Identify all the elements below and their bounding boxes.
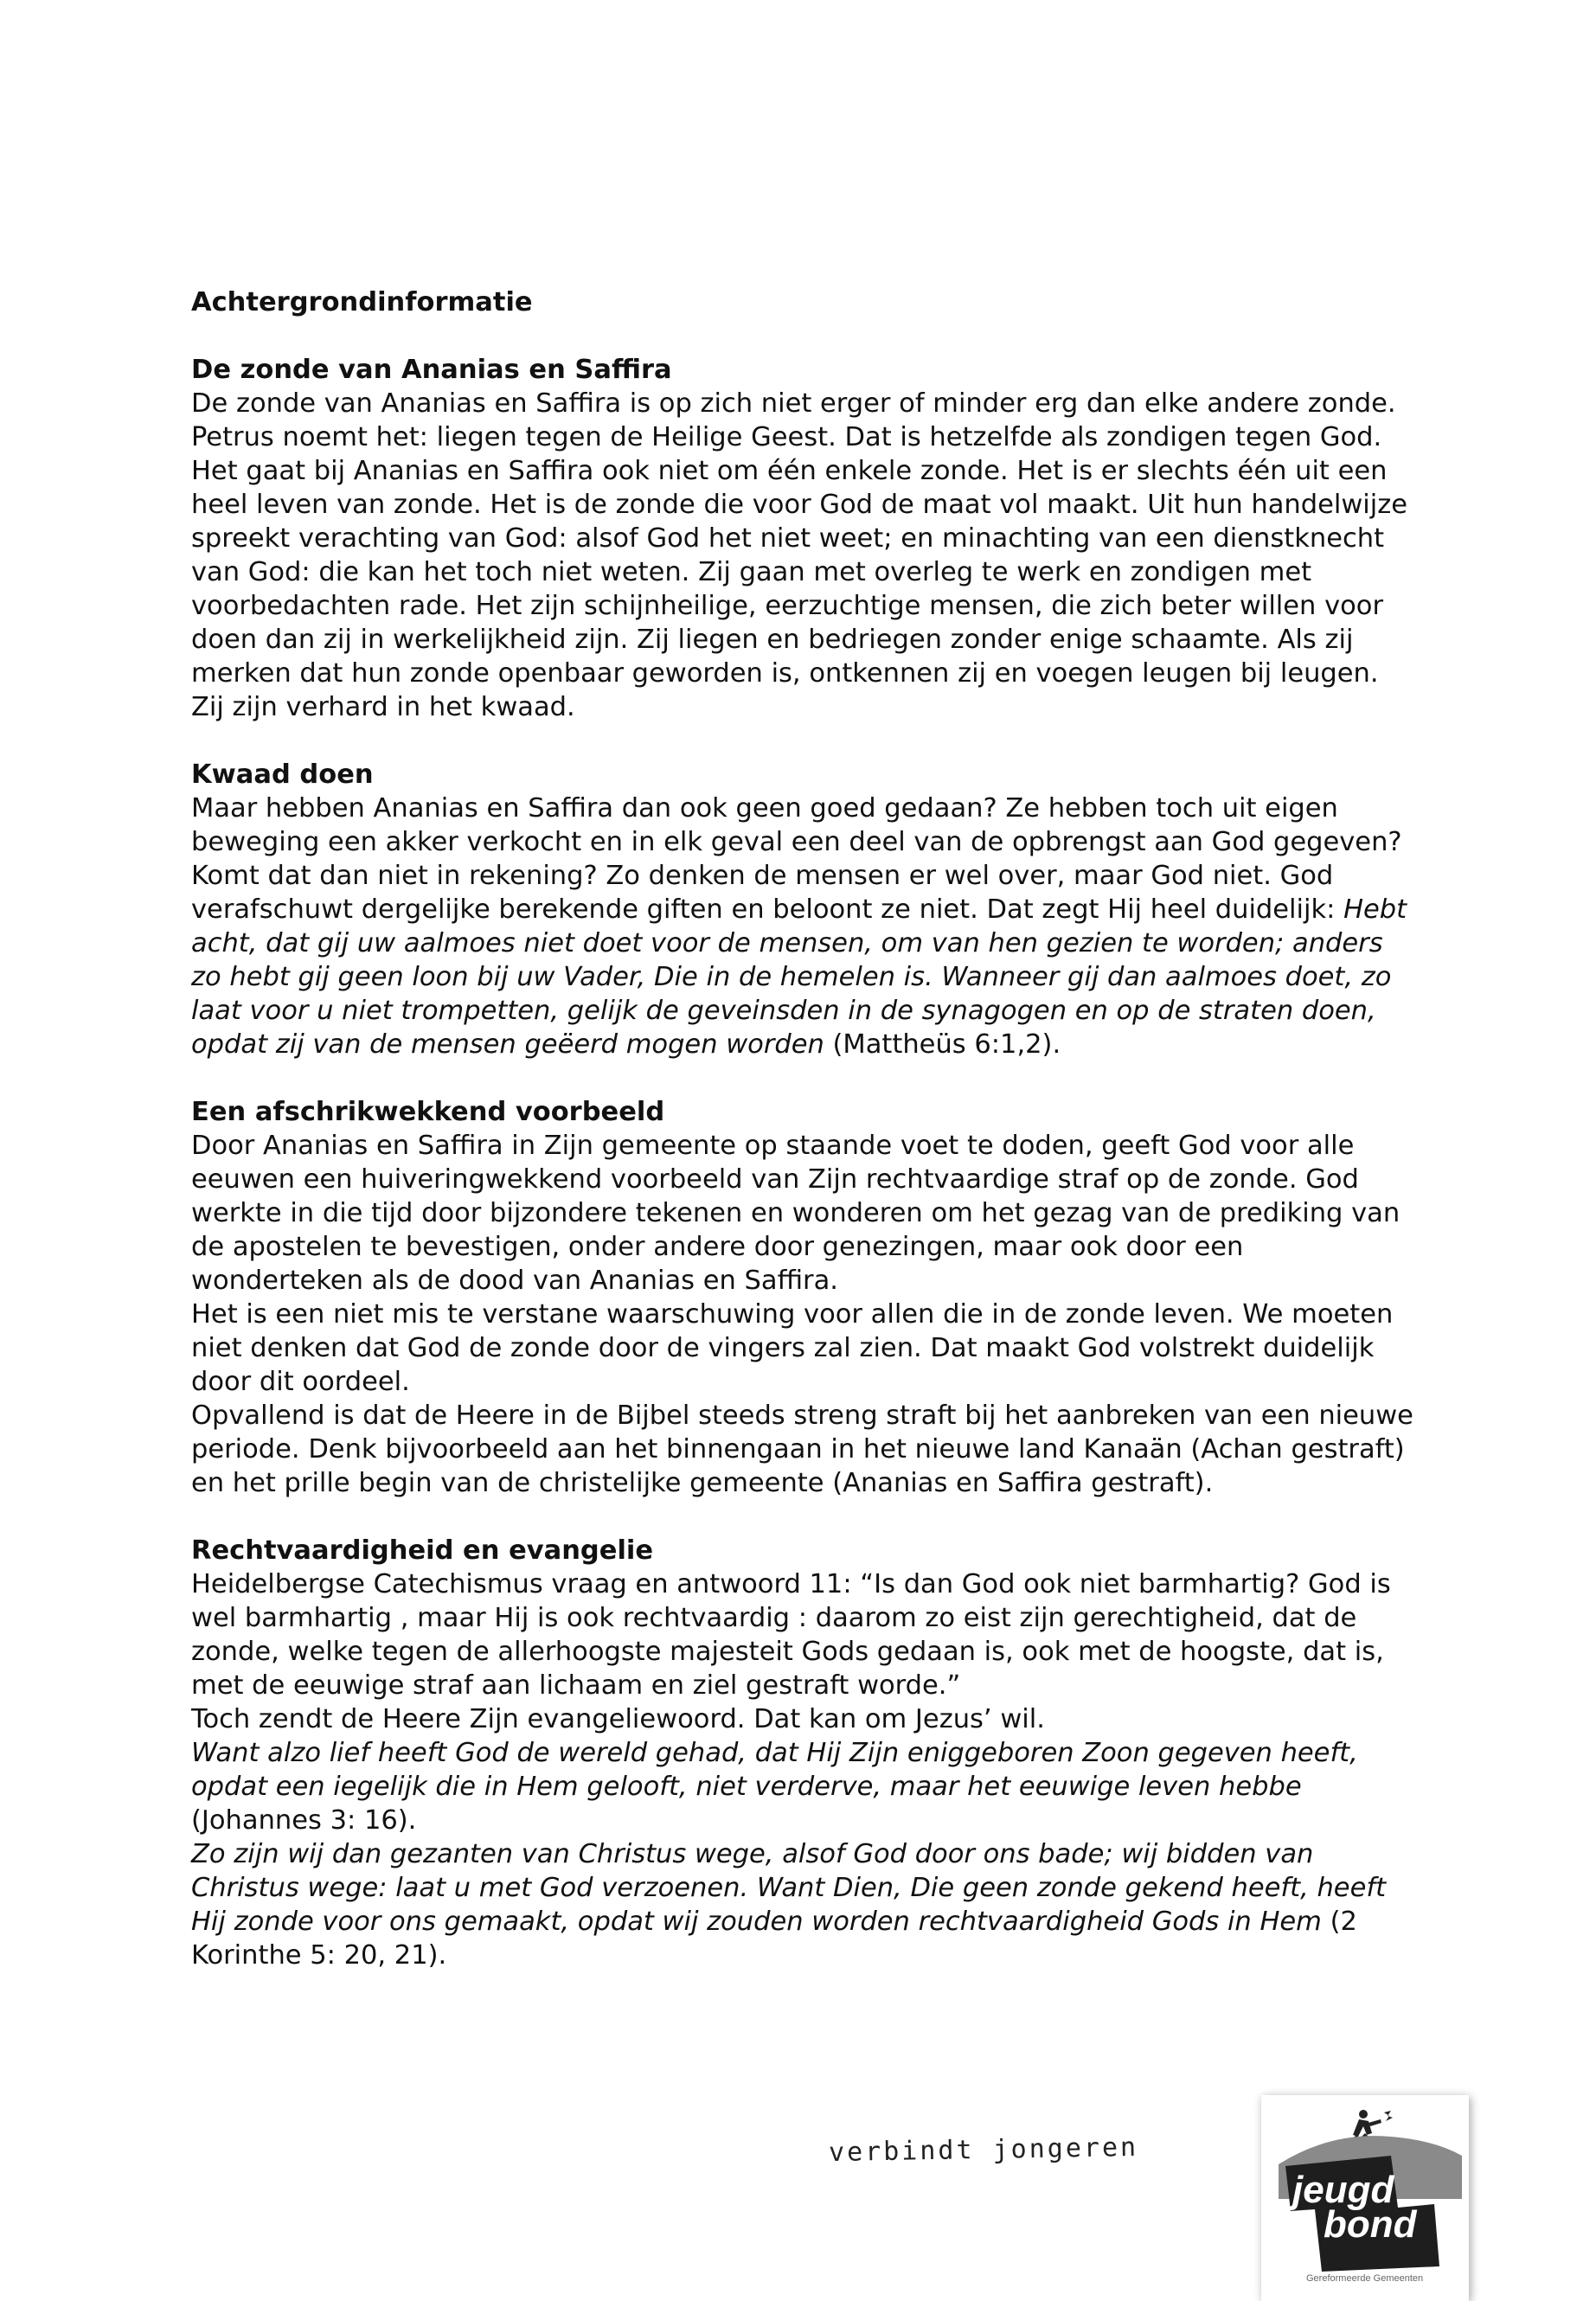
- paragraph: [191, 792, 1420, 1061]
- text-run: Opvallend is dat de Heere in de Bijbel steeds streng straft bij het aanbreken van een nieuwe periode. Denk bijvoorbeeld aan het binnengaan in het nieuwe land Kanaän (Achan gestraft) en het prille begin van de christelijke gemeente (Ananias en Saffira gestraft).: [191, 1400, 1413, 1498]
- paragraph: [191, 1567, 1420, 1702]
- scripture-quote: Hebt acht, dat gij uw aalmoes niet doet voor de mensen, om van hen gezien te worden; anders zo hebt gij geen loon bij uw Vader, Die in de hemelen is. Wanneer gij dan aalmoes doet, zo laat voor u niet trompetten, gelijk de geveinsden in de synagogen en op de straten doen, opdat zij van de mensen geëerd mogen worden: [191, 894, 1407, 1060]
- paragraph: [191, 1837, 1420, 1972]
- section-heading: Rechtvaardigheid en evangelie: [191, 1535, 654, 1566]
- text-run: (Johannes 3: 16).: [191, 1805, 417, 1836]
- section: [191, 1095, 1420, 1500]
- sections-container: [191, 353, 1420, 1972]
- paragraph: [191, 1702, 1420, 1736]
- jeugdbond-logo: [1261, 2095, 1469, 2301]
- logo-word-jeugd: jeugd: [1292, 2169, 1394, 2211]
- document-body: [191, 285, 1420, 2006]
- paragraph: [191, 387, 1420, 724]
- section-heading: Een afschrikwekkend voorbeeld: [191, 1097, 665, 1127]
- footer-slogan: verbindt jongeren: [828, 2131, 1139, 2169]
- text-run: (2 Korinthe 5: 20, 21).: [191, 1907, 1357, 1971]
- text-run: (Mattheüs 6:1,2).: [824, 1029, 1061, 1060]
- section-heading: De zonde van Ananias en Saffira: [191, 355, 672, 385]
- section: [191, 758, 1420, 1061]
- paragraph: [191, 1129, 1420, 1298]
- section: [191, 353, 1420, 724]
- text-run: De zonde van Ananias en Saffira is op zich niet erger of minder erg dan elke andere zonde. Petrus noemt het: liegen tegen de Heilige Geest. Dat is hetzelfde als zondigen tegen God. Het gaat bij Ananias en Saffira ook niet om één enkele zonde. Het is er slechts één uit een heel leven van zonde. Het is de zonde die voor God de maat vol maakt. Uit hun handelwijze spreekt verachting van God: alsof God het niet weet; en minachting van een dienstknecht van God: die kan het toch niet weten. Zij gaan met overleg te werk en zondigen met voorbedachten rade. Het zijn schijnheilige, eerzuchtige mensen, die zich beter willen voor doen dan zij in werkelijkheid zijn. Zij liegen en bedriegen zonder enige schaamte. Als zij merken dat hun zonde openbaar geworden is, ontkennen zij en voegen leugen bij leugen. Zij zijn verhard in het kwaad.: [191, 388, 1407, 722]
- paragraph: [191, 1399, 1420, 1500]
- paragraph: [191, 1736, 1420, 1837]
- text-run: Het is een niet mis te verstane waarschuwing voor allen die in de zonde leven. We moeten niet denken dat God de zonde door de vingers zal zien. Dat maakt God volstrekt duidelijk door dit oordeel.: [191, 1299, 1394, 1397]
- text-run: Toch zendt de Heere Zijn evangeliewoord. Dat kan om Jezus’ wil.: [191, 1704, 1045, 1734]
- scripture-quote: Zo zijn wij dan gezanten van Christus wege, alsof God door ons bade; wij bidden van Christus wege: laat u met God verzoenen. Want Dien, Die geen zonde gekend heeft, heeft Hij zonde voor ons gemaakt, opdat wij zouden worden rechtvaardigheid Gods in Hem: [191, 1839, 1387, 1937]
- section-heading: Kwaad doen: [191, 760, 374, 790]
- logo-word-bond: bond: [1324, 2203, 1417, 2246]
- section: [191, 1534, 1420, 1972]
- document-title: Achtergrondinformatie: [191, 287, 533, 317]
- scripture-quote: Want alzo lief heeft God de wereld gehad, dat Hij Zijn eniggeboren Zoon gegeven heeft, opdat een iegelijk die in Hem gelooft, niet verderve, maar het eeuwige leven hebbe: [191, 1738, 1358, 1802]
- text-run: Maar hebben Ananias en Saffira dan ook geen goed gedaan? Ze hebben toch uit eigen beweging een akker verkocht en in elk geval een deel van de opbrengst aan God gegeven? Komt dat dan niet in rekening? Zo denken de mensen er wel over, maar God niet. God verafschuwt dergelijke berekende giften en beloont ze niet. Dat zegt Hij heel duidelijk:: [191, 793, 1402, 925]
- paragraph: [191, 1298, 1420, 1399]
- text-run: Heidelbergse Catechismus vraag en antwoord 11: “Is dan God ook niet barmhartig? God is wel barmhartig , maar Hij is ook rechtvaardig : daarom zo eist zijn gerechtigheid, dat de zonde, welke tegen de allerhoogste majesteit Gods gedaan is, ook met de hoogste, dat is, met de eeuwige straf aan lichaam en ziel gestraft worde.”: [191, 1569, 1391, 1701]
- text-run: Door Ananias en Saffira in Zijn gemeente op staande voet te doden, geeft God voor alle eeuwen een huiveringwekkend voorbeeld van Zijn rechtvaardige straf op de zonde. God werkte in die tijd door bijzondere tekenen en wonderen om het gezag van de prediking van de apostelen te bevestigen, onder andere door genezingen, maar ook door een wonderteken als de dood van Ananias en Saffira.: [191, 1131, 1401, 1296]
- logo-subtitle: Gereformeerde Gemeenten: [1306, 2273, 1424, 2284]
